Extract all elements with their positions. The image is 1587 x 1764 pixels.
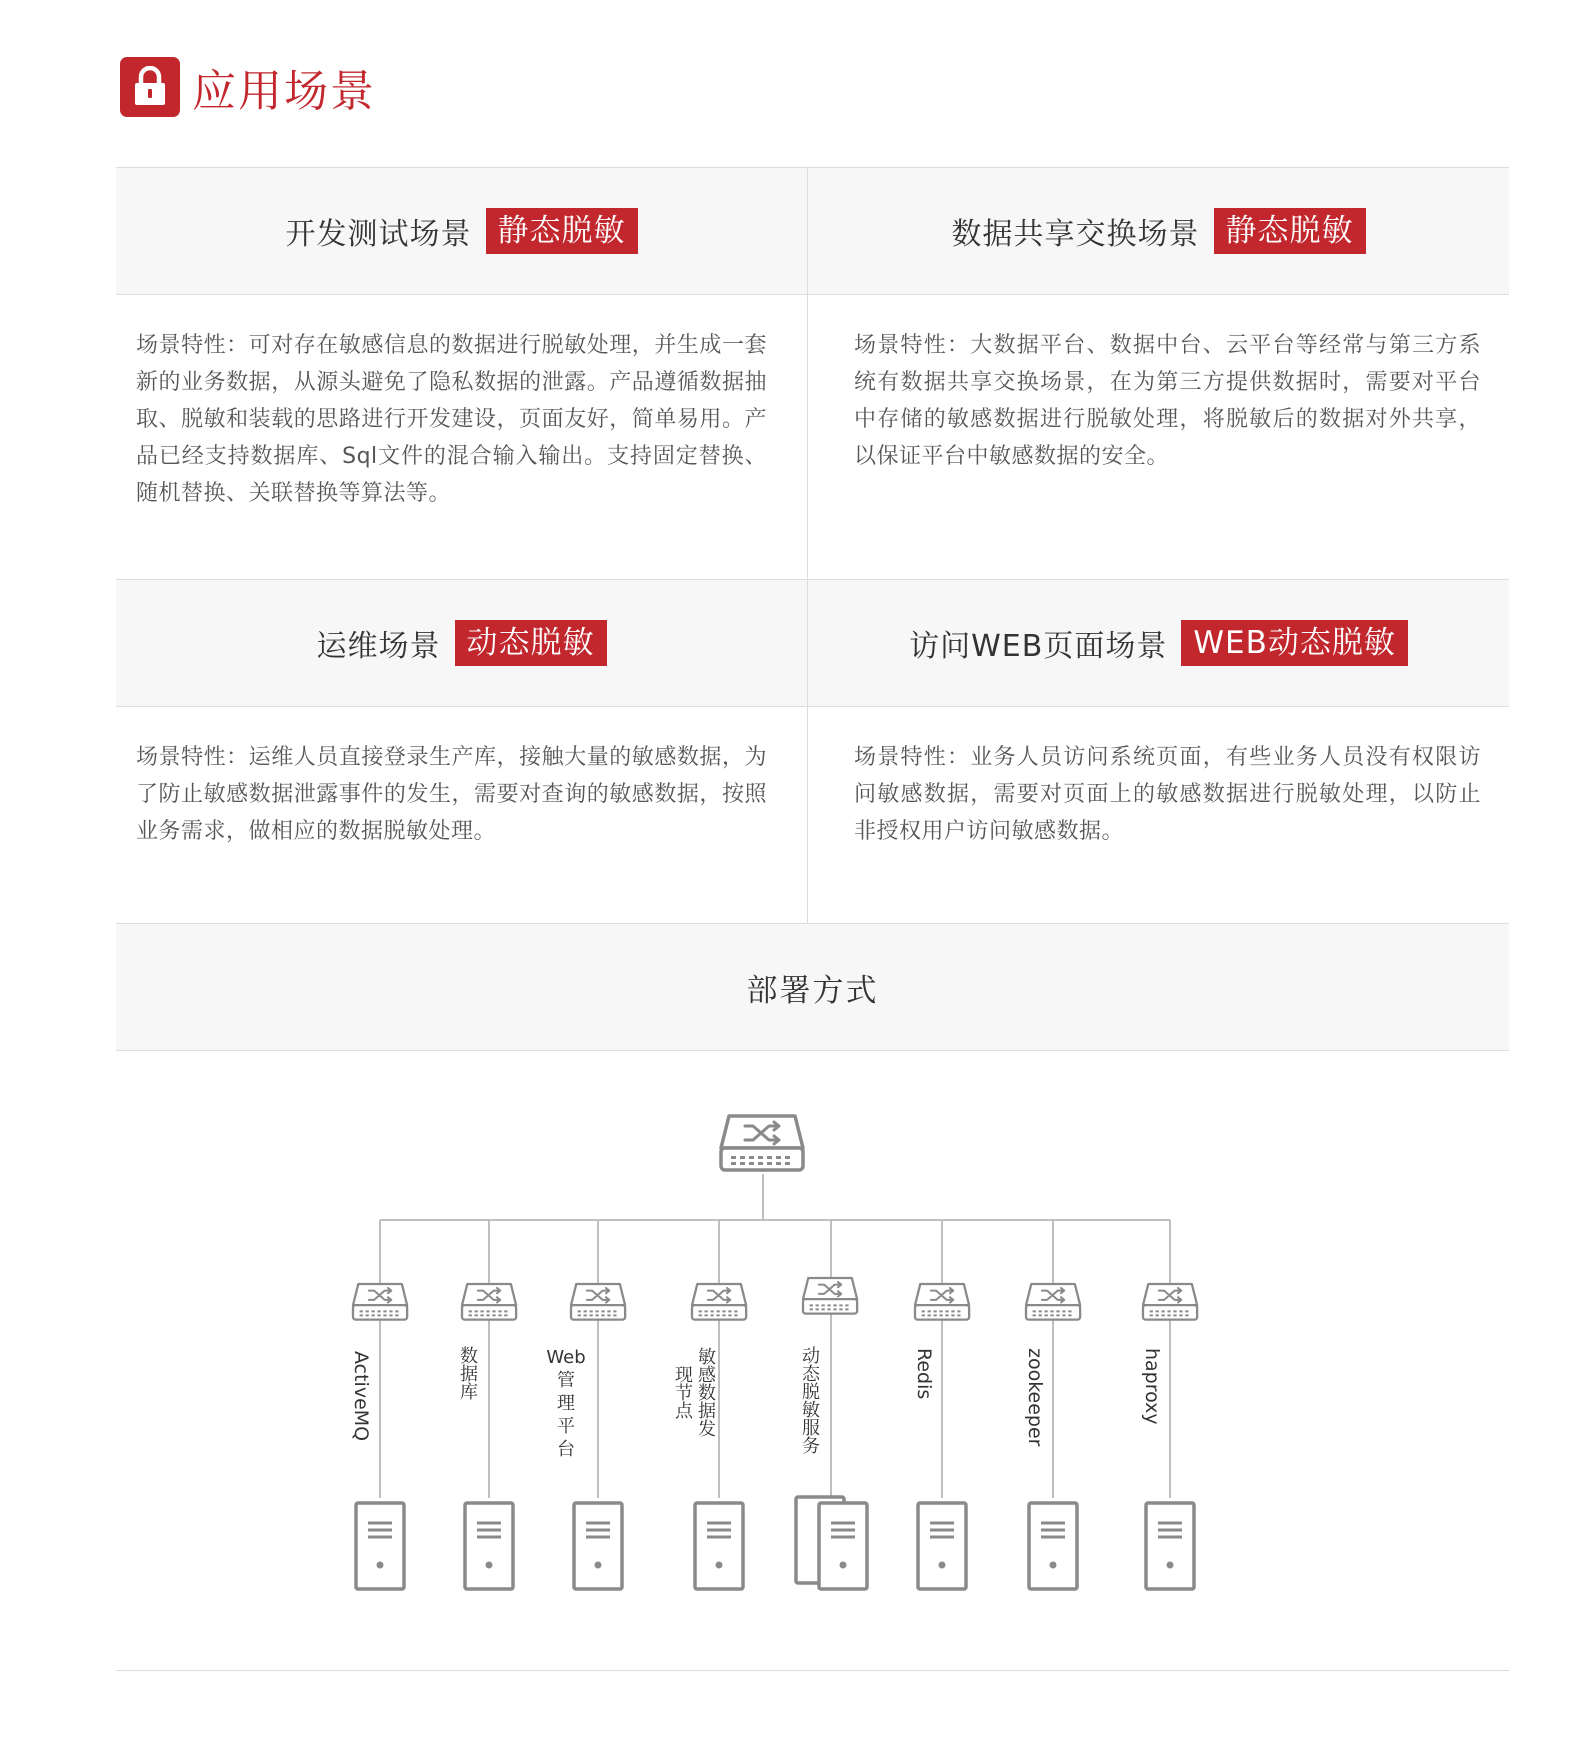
deploy-title: 部署方式 bbox=[746, 972, 879, 1009]
node-switch-icon bbox=[692, 1284, 746, 1320]
page-title: 应用场景 bbox=[192, 66, 376, 117]
node-switch-icon bbox=[571, 1284, 625, 1320]
scenario-desc: 场景特性：运维人员直接登录生产库，接触大量的敏感数据，为了防止敏感数据泄露事件的发生，需要对查询的敏感数据，按照业务需求，做相应的数据脱敏处理。 bbox=[136, 745, 767, 844]
node-label-part: Web bbox=[546, 1347, 586, 1368]
scenario-title: 数据共享交换场景 bbox=[951, 217, 1200, 252]
scenario-tag: 静态脱敏 bbox=[1214, 208, 1366, 254]
node-label-char: 管 bbox=[557, 1370, 575, 1391]
node-switch-icon bbox=[803, 1278, 857, 1314]
node-label-char: 理 bbox=[557, 1393, 575, 1414]
node-switch-icon bbox=[1026, 1284, 1080, 1320]
scenario-desc: 场景特性：大数据平台、数据中台、云平台等经常与第三方系统有数据共享交换场景，在为第三方提供数据时，需要对平台中存储的敏感数据进行脱敏处理，将脱敏后的数据对外共享，以保证平台中敏感数据的安全。 bbox=[854, 333, 1481, 469]
server-cluster-icon bbox=[796, 1497, 867, 1589]
scenario-tag: WEB动态脱敏 bbox=[1181, 620, 1408, 666]
server-icon bbox=[356, 1503, 404, 1589]
scenario-desc: 场景特性：业务人员访问系统页面，有些业务人员没有权限访问敏感数据，需要对页面上的敏感数据进行脱敏处理，以防止非授权用户访问敏感数据。 bbox=[854, 745, 1481, 844]
node-label-activemq: ActiveMQ bbox=[350, 1351, 372, 1442]
server-icon bbox=[695, 1503, 743, 1589]
node-label-char: 台 bbox=[557, 1439, 575, 1460]
server-icon bbox=[574, 1503, 622, 1589]
scenario-tag: 静态脱敏 bbox=[486, 208, 638, 254]
node-switch-icon bbox=[915, 1284, 969, 1320]
node-switch-icon bbox=[462, 1284, 516, 1320]
node-label-haproxy: haproxy bbox=[1141, 1348, 1163, 1425]
server-icon bbox=[1029, 1503, 1077, 1589]
bottom-divider bbox=[116, 1670, 1509, 1671]
node-label-web-admin bbox=[540, 1346, 592, 1461]
server-icon bbox=[465, 1503, 513, 1589]
scenario-desc: 场景特性：可对存在敏感信息的数据进行脱敏处理，并生成一套新的业务数据，从源头避免了隐私数据的泄露。产品遵循数据抽取、脱敏和装载的思路进行开发建设，页面友好，简单易用。产品已经支持数据库、Sql文件的混合输入输出。支持固定替换、随机替换、关联替换等算法等。 bbox=[136, 333, 767, 506]
scenario-title: 运维场景 bbox=[316, 629, 441, 664]
node-label-char: 平 bbox=[557, 1416, 575, 1437]
scenario-title: 开发测试场景 bbox=[285, 217, 472, 252]
node-label-dynamic-masking: 动态脱敏服务 bbox=[799, 1346, 820, 1454]
node-label-zookeeper: zookeeper bbox=[1024, 1348, 1046, 1447]
server-icon bbox=[1146, 1503, 1194, 1589]
core-switch-icon bbox=[721, 1116, 803, 1170]
server-icon bbox=[918, 1503, 966, 1589]
node-label-redis: Redis bbox=[913, 1348, 935, 1400]
node-label-sensitive-discovery: 敏感数据发现节点 bbox=[672, 1347, 716, 1437]
scenario-tag: 动态脱敏 bbox=[455, 620, 607, 666]
node-switch-icon bbox=[1143, 1284, 1197, 1320]
scenario-title: 访问WEB页面场景 bbox=[909, 629, 1168, 664]
node-switch-icon bbox=[353, 1284, 407, 1320]
node-label-database: 数据库 bbox=[457, 1346, 478, 1400]
